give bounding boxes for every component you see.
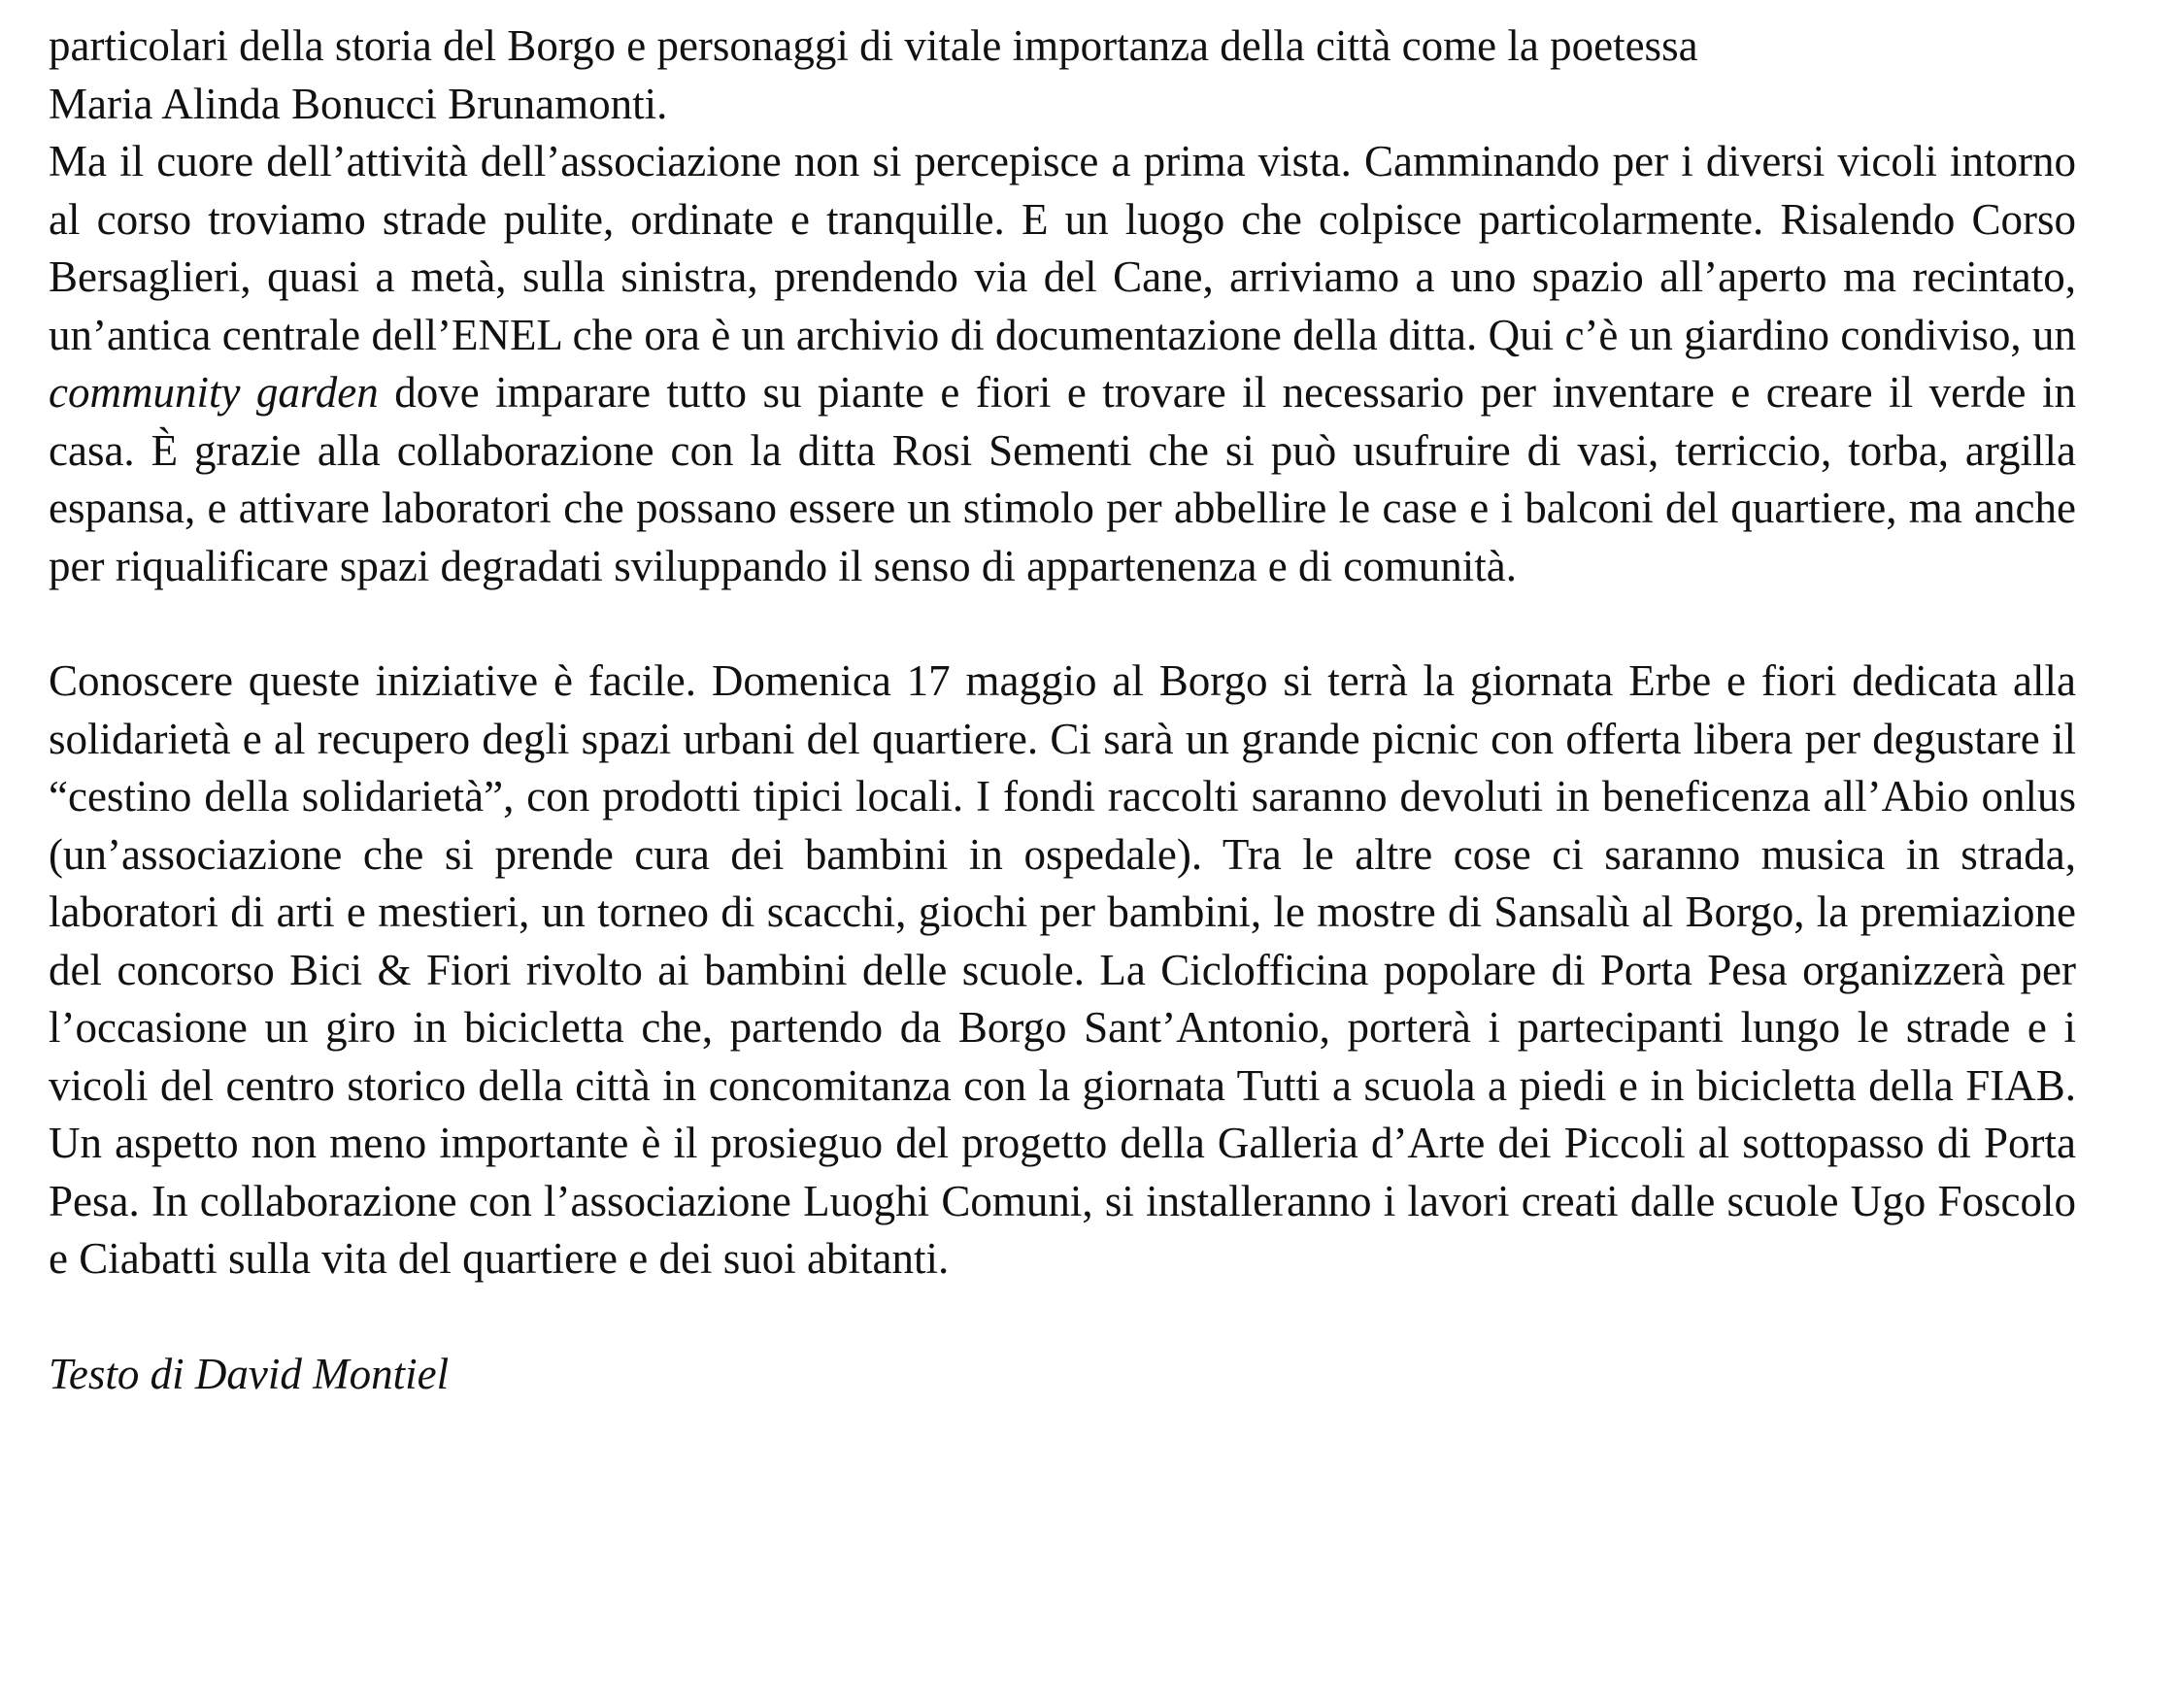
community-garden-paragraph bbox=[49, 133, 2076, 595]
document-page bbox=[49, 17, 2076, 1403]
intro-line-2: Maria Alinda Bonucci Brunamonti. bbox=[49, 79, 668, 128]
paragraph-text-before-emphasis: Ma il cuore dell’attività dell’associazione non si percepisce a prima vista. Camminando per i diversi vicoli intorno al corso troviamo strade pulite, ordinate e tranquille. E un luogo che colpisce particolarmente. Risalendo Corso Bersaglieri, quasi a metà, sulla sinistra, prendendo via del Cane, arriviamo a uno spazio all’aperto ma recintato, un’antica centrale dell’ENEL che ora è un archivio di documentazione della ditta. Qui c’è un giardino condiviso, un bbox=[49, 137, 2076, 359]
event-paragraph: Conoscere queste iniziative è facile. Domenica 17 maggio al Borgo si terrà la giornata Erbe e fiori dedicata alla solidarietà e al recupero degli spazi urbani del quartiere. Ci sarà un grande picnic con offerta libera per degustare il “cestino della solidarietà”, con prodotti tipici locali. I fondi raccolti saranno devoluti in beneficenza all’Abio onlus (un’associazione che si prende cura dei bambini in ospedale). Tra le altre cose ci saranno musica in strada, laboratori di arti e mestieri, un torneo di scacchi, giochi per bambini, le mostre di Sansalù al Borgo, la premiazione del concorso Bici & Fiori rivolto ai bambini delle scuole. La Ciclofficina popolare di Porta Pesa organizzerà per l’occasione un giro in bicicletta che, partendo da Borgo Sant’Antonio, porterà i partecipanti lungo le strade e i vicoli del centro storico della città in concomitanza con la giornata Tutti a scuola a piedi e in bicicletta della FIAB. Un aspetto non meno importante è il prosieguo del progetto della Galleria d’Arte dei Piccoli al sottopasso di Porta Pesa. In collaborazione con l’associazione Luoghi Comuni, si installeranno i lavori creati dalle scuole Ugo Foscolo e Ciabatti sulla vita del quartiere e dei suoi abitanti. bbox=[49, 656, 2076, 1283]
intro-line-1: particolari della storia del Borgo e personaggi di vitale importanza della città come la poetessa bbox=[49, 21, 1698, 70]
paragraph-text-after-emphasis: dove imparare tutto su piante e fiori e trovare il necessario per inventare e creare il verde in casa. È grazie alla collaborazione con la ditta Rosi Sementi che si può usufruire di vasi, terriccio, torba, argilla espansa, e attivare laboratori che possano essere un stimolo per abbellire le case e i balconi del quartiere, ma anche per riqualificare spazi degradati sviluppando il senso di appartenenza e di comunità. bbox=[49, 368, 2077, 590]
author-signature: Testo di David Montiel bbox=[49, 1349, 450, 1398]
intro-paragraph bbox=[49, 17, 2076, 133]
emphasized-term: community garden bbox=[49, 368, 379, 417]
